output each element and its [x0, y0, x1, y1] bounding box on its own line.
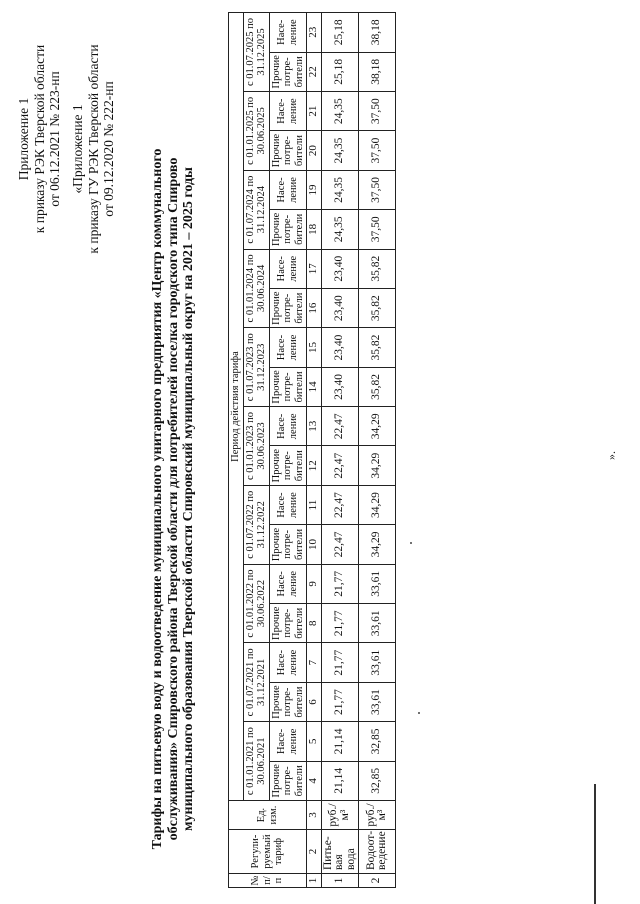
table-header-row: [229, 12, 244, 887]
column-number: 15: [307, 328, 322, 367]
column-number: 6: [307, 682, 322, 721]
tariff-value: 21,14: [321, 761, 359, 800]
subheader-other: Прочие потре-бители: [269, 682, 307, 721]
appendix-line: к приказу РЭК Тверской области: [31, 44, 47, 234]
scan-mark: [594, 784, 596, 904]
tariff-value: 22,47: [321, 446, 359, 485]
appendix-header: [16, 24, 63, 254]
tariff-value: 37,50: [359, 170, 396, 209]
subheader-population: Насе-ление: [269, 91, 307, 130]
period-header: с 01.01.2023 по 30.06.2023: [243, 407, 269, 486]
tariff-value: 21,77: [321, 682, 359, 721]
tariff-value: 32,85: [359, 761, 396, 800]
subheader-population: Насе-ление: [269, 328, 307, 367]
appendix-line: к приказу ГУ РЭК Тверской области: [85, 44, 101, 254]
period-header: с 01.01.2024 по 30.06.2024: [243, 249, 269, 328]
tariff-value: 21,77: [321, 643, 359, 682]
tariff-value: 34,29: [359, 485, 396, 524]
tariff-value: 23,40: [321, 328, 359, 367]
title-line: обслуживания» Спировского района Тверской области для потребителей поселка городского типа Спирово: [165, 157, 181, 841]
tariff-value: 25,18: [321, 12, 359, 52]
column-number: 11: [307, 485, 322, 524]
row-number: 2: [359, 874, 396, 888]
tariff-value: 22,47: [321, 407, 359, 446]
column-number: 23: [307, 12, 322, 52]
tariff-value: 33,61: [359, 643, 396, 682]
tariff-value: 21,77: [321, 564, 359, 603]
tariff-value: 35,82: [359, 328, 396, 367]
tariff-value: 37,50: [359, 91, 396, 130]
column-number: 1: [307, 874, 322, 888]
row-unit: руб./м³: [321, 801, 359, 830]
subheader-population: Насе-ление: [269, 564, 307, 603]
column-number: 19: [307, 170, 322, 209]
tariff-value: 33,61: [359, 564, 396, 603]
appendix-line: «Приложение 1: [70, 104, 85, 194]
column-number: 9: [307, 564, 322, 603]
appendix-line: от 06.12.2021 № 223-нп: [47, 71, 62, 207]
tariff-value: 23,40: [321, 367, 359, 406]
subheader-other: Прочие потре-бители: [269, 131, 307, 170]
tariff-table-body: [229, 12, 396, 887]
table-colnum-row: [307, 12, 322, 887]
table-row: [359, 12, 396, 887]
tariff-value: 24,35: [321, 170, 359, 209]
column-number: 13: [307, 407, 322, 446]
tariff-value: 34,29: [359, 525, 396, 564]
row-unit: руб./м³: [359, 801, 396, 830]
tariff-table: [228, 12, 396, 888]
tariff-value: 24,35: [321, 131, 359, 170]
tariff-value: 22,47: [321, 485, 359, 524]
tariff-value: 38,18: [359, 12, 396, 52]
subheader-population: Насе-ление: [269, 249, 307, 288]
subheader-other: Прочие потре-бители: [269, 761, 307, 800]
tariff-value: 35,82: [359, 249, 396, 288]
tariff-value: 33,61: [359, 604, 396, 643]
subheader-population: Насе-ление: [269, 722, 307, 761]
column-number: 17: [307, 249, 322, 288]
column-number: 5: [307, 722, 322, 761]
column-number: 12: [307, 446, 322, 485]
column-number: 16: [307, 288, 322, 327]
appendix-line: Приложение 1: [16, 97, 31, 181]
column-number: 7: [307, 643, 322, 682]
subheader-other: Прочие потре-бители: [269, 288, 307, 327]
tariff-value: 34,29: [359, 446, 396, 485]
header-no: № п/п: [229, 874, 307, 888]
subheader-other: Прочие потре-бители: [269, 52, 307, 91]
row-tariff-name: Питье-вая вода: [321, 830, 359, 874]
period-header: с 01.01.2025 по 30.06.2025: [243, 91, 269, 170]
table-row: [321, 12, 359, 887]
column-number: 21: [307, 91, 322, 130]
subheader-other: Прочие потре-бители: [269, 367, 307, 406]
row-number: 1: [321, 874, 359, 888]
period-header: с 01.07.2021 по 31.12.2021: [243, 643, 269, 722]
subheader-population: Насе-ление: [269, 485, 307, 524]
header-tariff: Регули-руемый тариф: [229, 830, 307, 874]
subheader-other: Прочие потре-бители: [269, 210, 307, 249]
tariff-value: 21,14: [321, 722, 359, 761]
appendix-line: от 09.12.2020 № 222-нп: [101, 81, 116, 217]
column-number: 8: [307, 604, 322, 643]
column-number: 14: [307, 367, 322, 406]
title-line: муниципального образования Тверской области Спировский муниципальный округ на 2021 – 2025 годы: [181, 167, 196, 831]
table-subheader-row: [269, 12, 307, 887]
subheader-population: Насе-ление: [269, 643, 307, 682]
period-header: с 01.07.2023 по 31.12.2023: [243, 328, 269, 407]
column-number: 3: [307, 801, 322, 830]
subheader-population: Насе-ление: [269, 12, 307, 52]
row-tariff-name: Водоот-ведение: [359, 830, 396, 874]
subheader-other: Прочие потре-бители: [269, 525, 307, 564]
tariff-value: 24,35: [321, 91, 359, 130]
closing-quote: ».: [604, 451, 618, 460]
tariff-value: 24,35: [321, 210, 359, 249]
column-number: 20: [307, 131, 322, 170]
tariff-value: 33,61: [359, 682, 396, 721]
tariff-value: 35,82: [359, 288, 396, 327]
scan-speck: [410, 542, 412, 544]
tariff-value: 21,77: [321, 604, 359, 643]
tariff-value: 32,85: [359, 722, 396, 761]
header-period: Период действия тарифа: [229, 12, 244, 800]
tariff-value: 22,47: [321, 525, 359, 564]
tariff-value: 34,29: [359, 407, 396, 446]
title-line: Тарифы на питьевую воду и водоотведение муниципального унитарного предприятия «Центр коммунального: [150, 148, 165, 850]
tariff-value: 25,18: [321, 52, 359, 91]
period-header: с 01.07.2024 по 31.12.2024: [243, 170, 269, 249]
table-period-row: [243, 12, 269, 887]
tariff-value: 37,50: [359, 131, 396, 170]
column-number: 18: [307, 210, 322, 249]
column-number: 10: [307, 525, 322, 564]
subheader-other: Прочие потре-бители: [269, 446, 307, 485]
tariff-value: 37,50: [359, 210, 396, 249]
document-title: [150, 114, 197, 884]
header-unit: Ед. изм.: [229, 801, 307, 830]
tariff-value: 35,82: [359, 367, 396, 406]
period-header: с 01.07.2025 по 31.12.2025: [243, 12, 269, 91]
tariff-value: 23,40: [321, 249, 359, 288]
period-header: с 01.07.2022 по 31.12.2022: [243, 485, 269, 564]
original-appendix-header: [70, 24, 117, 274]
tariff-value: 38,18: [359, 52, 396, 91]
scan-speck: [418, 712, 420, 714]
subheader-population: Насе-ление: [269, 407, 307, 446]
period-header: с 01.01.2022 по 30.06.2022: [243, 564, 269, 643]
subheader-population: Насе-ление: [269, 170, 307, 209]
column-number: 4: [307, 761, 322, 800]
column-number: 22: [307, 52, 322, 91]
subheader-other: Прочие потре-бители: [269, 604, 307, 643]
period-header: с 01.01.2021 по 30.06.2021: [243, 722, 269, 801]
column-number: 2: [307, 830, 322, 874]
tariff-value: 23,40: [321, 288, 359, 327]
